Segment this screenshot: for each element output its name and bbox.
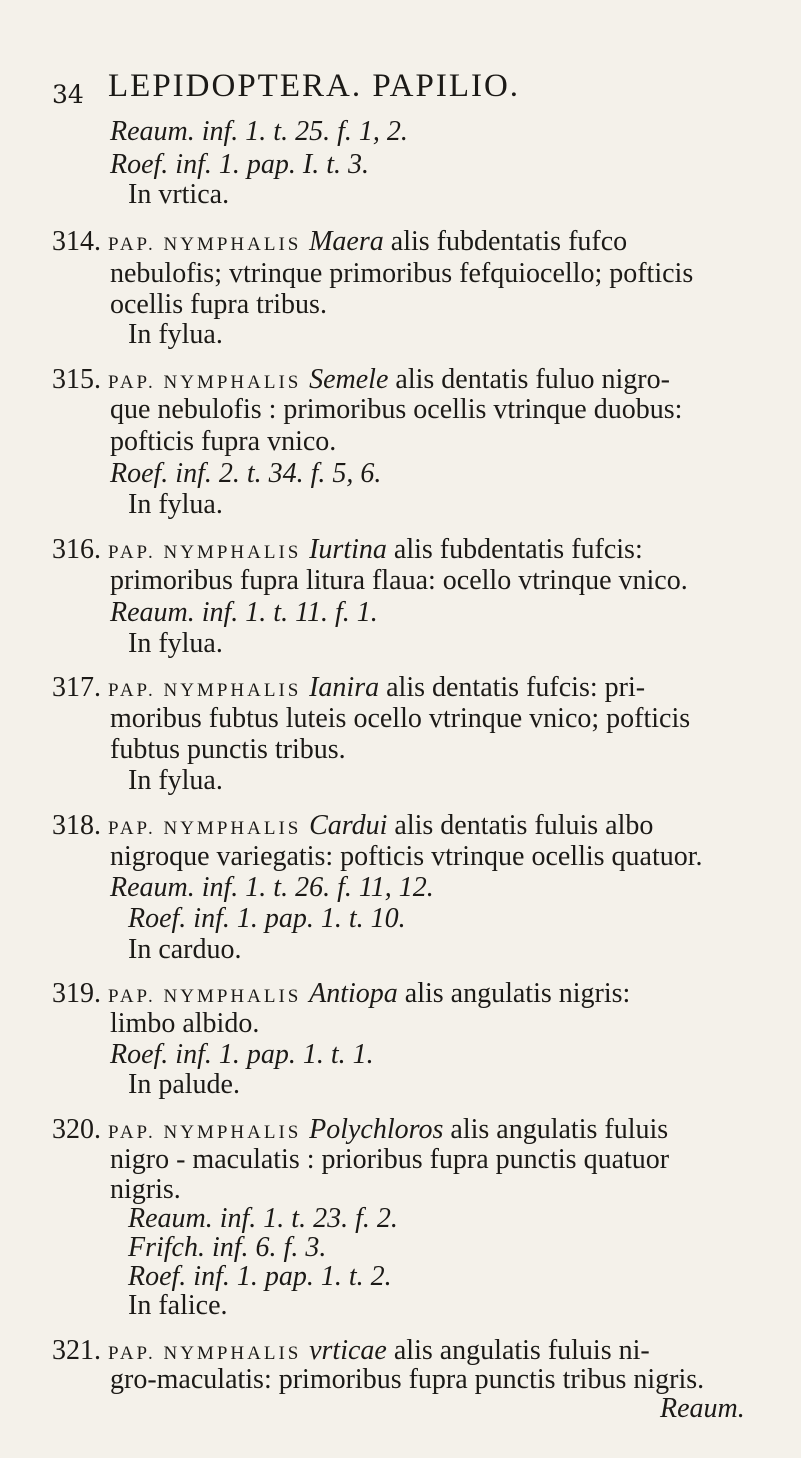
italic-text: Polychloros — [309, 1114, 444, 1145]
roman-text: 314. — [52, 226, 108, 257]
genus-small-caps: PAP. NYMPHALIS — [108, 1343, 310, 1364]
italic-text: Reaum. inf. 1. t. 23. f. 2. — [128, 1203, 398, 1234]
text-line — [52, 228, 627, 256]
italic-text: Reaum. — [660, 1393, 745, 1424]
text-line — [128, 905, 406, 933]
genus-small-caps: PAP. NYMPHALIS — [108, 1122, 310, 1143]
italic-text: Roef. inf. 1. pap. I. t. 3. — [110, 149, 369, 180]
roman-text: 321. — [52, 1335, 108, 1366]
roman-text: alis angulatis fuluis ni- — [386, 1335, 650, 1366]
roman-text: 320. — [52, 1114, 108, 1145]
text-line — [128, 181, 229, 209]
roman-text: pofticis fupra vnico. — [110, 426, 337, 457]
page-number: 34 — [52, 80, 84, 109]
genus-small-caps: PAP. NYMPHALIS — [108, 818, 310, 839]
roman-text: In carduo. — [128, 934, 242, 965]
italic-text: Antiopa — [309, 978, 398, 1009]
italic-text: Semele — [309, 364, 389, 395]
italic-text: Maera — [309, 226, 384, 257]
genus-small-caps: PAP. NYMPHALIS — [108, 372, 310, 393]
text-line — [110, 428, 336, 456]
text-line — [52, 674, 645, 702]
roman-text: nigroque variegatis: pofticis vtrinque ocellis quatuor. — [110, 841, 703, 872]
text-line — [128, 321, 223, 349]
roman-text: fubtus punctis tribus. — [110, 734, 346, 765]
text-line — [52, 1337, 650, 1365]
roman-text: In palude. — [128, 1069, 240, 1100]
text-line — [52, 980, 630, 1008]
text-line — [128, 630, 223, 658]
roman-text: In fylua. — [128, 489, 223, 520]
roman-text: In fylua. — [128, 319, 223, 350]
text-line — [128, 1263, 392, 1291]
roman-text: In fylua. — [128, 765, 223, 796]
roman-text: primoribus fupra litura flaua: ocello vtrinque vnico. — [110, 565, 688, 596]
italic-text: Frifch. inf. 6. f. 3. — [128, 1232, 327, 1263]
italic-text: Cardui — [309, 810, 388, 841]
text-line — [110, 736, 346, 764]
roman-text: 319. — [52, 978, 108, 1009]
roman-text: alis dentatis fufcis: pri- — [379, 672, 646, 703]
text-line — [128, 936, 242, 964]
roman-text: limbo albido. — [110, 1008, 260, 1039]
text-line — [110, 396, 682, 424]
roman-text: alis angulatis nigris: — [397, 978, 631, 1009]
genus-small-caps: PAP. NYMPHALIS — [108, 234, 310, 255]
genus-small-caps: PAP. NYMPHALIS — [108, 986, 310, 1007]
italic-text: Roef. inf. 1. pap. 1. t. 1. — [110, 1039, 374, 1070]
italic-text: Reaum. inf. 1. t. 25. f. 1, 2. — [110, 116, 408, 147]
roman-text: 316. — [52, 534, 108, 565]
text-line — [110, 1146, 669, 1174]
italic-text: Iurtina — [309, 534, 387, 565]
text-line — [110, 260, 693, 288]
text-line — [128, 1205, 398, 1233]
text-line — [110, 1041, 374, 1069]
genus-small-caps: PAP. NYMPHALIS — [108, 680, 310, 701]
text-line — [110, 118, 408, 146]
text-line — [110, 567, 688, 595]
roman-text: alis fubdentatis fufco — [383, 226, 628, 257]
roman-text: que nebulofis : primoribus ocellis vtrinque duobus: — [110, 394, 683, 425]
running-head — [52, 68, 752, 112]
running-head-title: LEPIDOPTERA. PAPILIO. — [108, 68, 521, 104]
text-line — [52, 1116, 668, 1144]
roman-text: alis angulatis fuluis — [443, 1114, 669, 1145]
roman-text: 318. — [52, 810, 108, 841]
text-line — [128, 491, 223, 519]
roman-text: nigris. — [110, 1174, 181, 1205]
text-line — [110, 1010, 259, 1038]
roman-text: nebulofis; vtrinque primoribus fefquiocello; pofticis — [110, 258, 694, 289]
text-line — [128, 767, 223, 795]
roman-text: 317. — [52, 672, 108, 703]
italic-text: vrticae — [309, 1335, 387, 1366]
roman-text: 315. — [52, 364, 108, 395]
text-line — [110, 843, 703, 871]
text-line — [128, 1292, 228, 1320]
roman-text: alis dentatis fuluis albo — [387, 810, 654, 841]
italic-text: Roef. inf. 1. pap. 1. t. 10. — [128, 903, 406, 934]
roman-text: In falice. — [128, 1290, 228, 1321]
italic-text: Reaum. inf. 1. t. 26. f. 11, 12. — [110, 872, 434, 903]
text-line — [110, 1176, 181, 1204]
roman-text: ocellis fupra tribus. — [110, 289, 327, 320]
roman-text: alis dentatis fuluo nigro- — [388, 364, 670, 395]
roman-text: In fylua. — [128, 628, 223, 659]
italic-text: Ianira — [309, 672, 380, 703]
genus-small-caps: PAP. NYMPHALIS — [108, 542, 310, 563]
text-line — [110, 460, 381, 488]
italic-text: Reaum. inf. 1. t. 11. f. 1. — [110, 597, 378, 628]
text-line — [110, 705, 690, 733]
text-line — [52, 812, 653, 840]
roman-text: gro-maculatis: primoribus fupra punctis tribus nigris. — [110, 1364, 705, 1395]
roman-text: In vrtica. — [128, 179, 230, 210]
text-line — [128, 1071, 240, 1099]
text-line — [660, 1395, 745, 1423]
text-line — [110, 291, 327, 319]
text-line — [110, 1366, 704, 1394]
roman-text: alis fubdentatis fufcis: — [386, 534, 643, 565]
italic-text: Roef. inf. 1. pap. 1. t. 2. — [128, 1261, 392, 1292]
italic-text: Roef. inf. 2. t. 34. f. 5, 6. — [110, 458, 382, 489]
text-line — [128, 1234, 326, 1262]
text-line — [110, 151, 369, 179]
text-line — [52, 536, 643, 564]
roman-text: moribus fubtus luteis ocello vtrinque vnico; pofticis — [110, 703, 691, 734]
text-line — [110, 874, 434, 902]
roman-text: nigro - maculatis : prioribus fupra punctis quatuor — [110, 1144, 670, 1175]
text-line — [52, 366, 670, 394]
text-line — [110, 599, 378, 627]
